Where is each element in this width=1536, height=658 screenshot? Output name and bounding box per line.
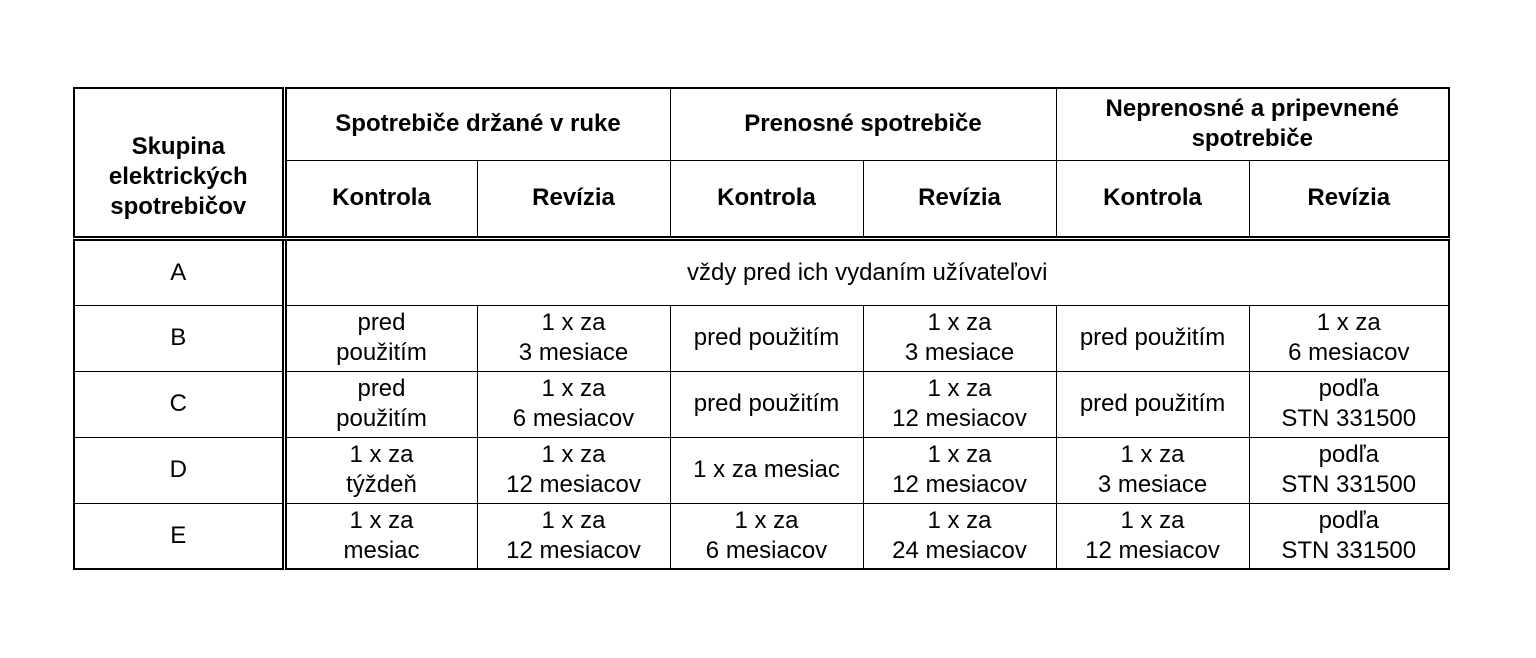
handheld-appliances-header: Spotrebiče držané v ruke: [284, 88, 670, 160]
table-cell: pred použitím: [670, 371, 863, 437]
table-cell: podľa STN 331500: [1249, 371, 1449, 437]
table-cell: 1 x za 3 mesiace: [477, 305, 670, 371]
table-row: [74, 371, 1449, 437]
sub-header-kontrola: Kontrola: [1056, 160, 1249, 238]
sub-header-kontrola: Kontrola: [670, 160, 863, 238]
row-label: A: [74, 238, 284, 305]
table-cell: 1 x za 6 mesiacov: [1249, 305, 1449, 371]
table-cell: pred použitím: [1056, 305, 1249, 371]
table-cell: 1 x za 6 mesiacov: [670, 503, 863, 569]
table-cell: 1 x za 12 mesiacov: [477, 437, 670, 503]
table-cell: 1 x za 12 mesiacov: [1056, 503, 1249, 569]
table-cell: 1 x za mesiac: [670, 437, 863, 503]
table-cell: podľa STN 331500: [1249, 437, 1449, 503]
table-cell: 1 x za 12 mesiacov: [863, 437, 1056, 503]
merged-cell: vždy pred ich vydaním užívateľovi: [284, 238, 1449, 305]
table-row: [74, 305, 1449, 371]
table-cell: 1 x za 3 mesiace: [1056, 437, 1249, 503]
table-row: [74, 437, 1449, 503]
row-label: B: [74, 305, 284, 371]
row-label: D: [74, 437, 284, 503]
table-cell: 1 x za 12 mesiacov: [477, 503, 670, 569]
row-label: E: [74, 503, 284, 569]
sub-header-revizia: Revízia: [1249, 160, 1449, 238]
table-cell: 1 x za 12 mesiacov: [863, 371, 1056, 437]
table-cell: pred použitím: [670, 305, 863, 371]
table-cell: 1 x za 6 mesiacov: [477, 371, 670, 437]
portable-appliances-header: Prenosné spotrebiče: [670, 88, 1056, 160]
appliance-group-header-text: Skupina elektrických spotrebičov: [108, 133, 248, 221]
table-cell: 1 x za týždeň: [284, 437, 477, 503]
sub-header-revizia: Revízia: [477, 160, 670, 238]
table-cell: 1 x za mesiac: [284, 503, 477, 569]
appliance-group-header: [74, 88, 284, 238]
table-cell: pred použitím: [284, 305, 477, 371]
table-cell: pred použitím: [1056, 371, 1249, 437]
sub-header-revizia: Revízia: [863, 160, 1056, 238]
sub-header-kontrola: Kontrola: [284, 160, 477, 238]
table-row: [74, 238, 1449, 305]
inspection-schedule-table: [73, 87, 1450, 570]
fixed-appliances-header: Neprenosné a pripevnené spotrebiče: [1056, 88, 1449, 160]
table-cell: podľa STN 331500: [1249, 503, 1449, 569]
table-row: [74, 503, 1449, 569]
table-cell: 1 x za 24 mesiacov: [863, 503, 1056, 569]
table-cell: 1 x za 3 mesiace: [863, 305, 1056, 371]
row-label: C: [74, 371, 284, 437]
table-cell: pred použitím: [284, 371, 477, 437]
